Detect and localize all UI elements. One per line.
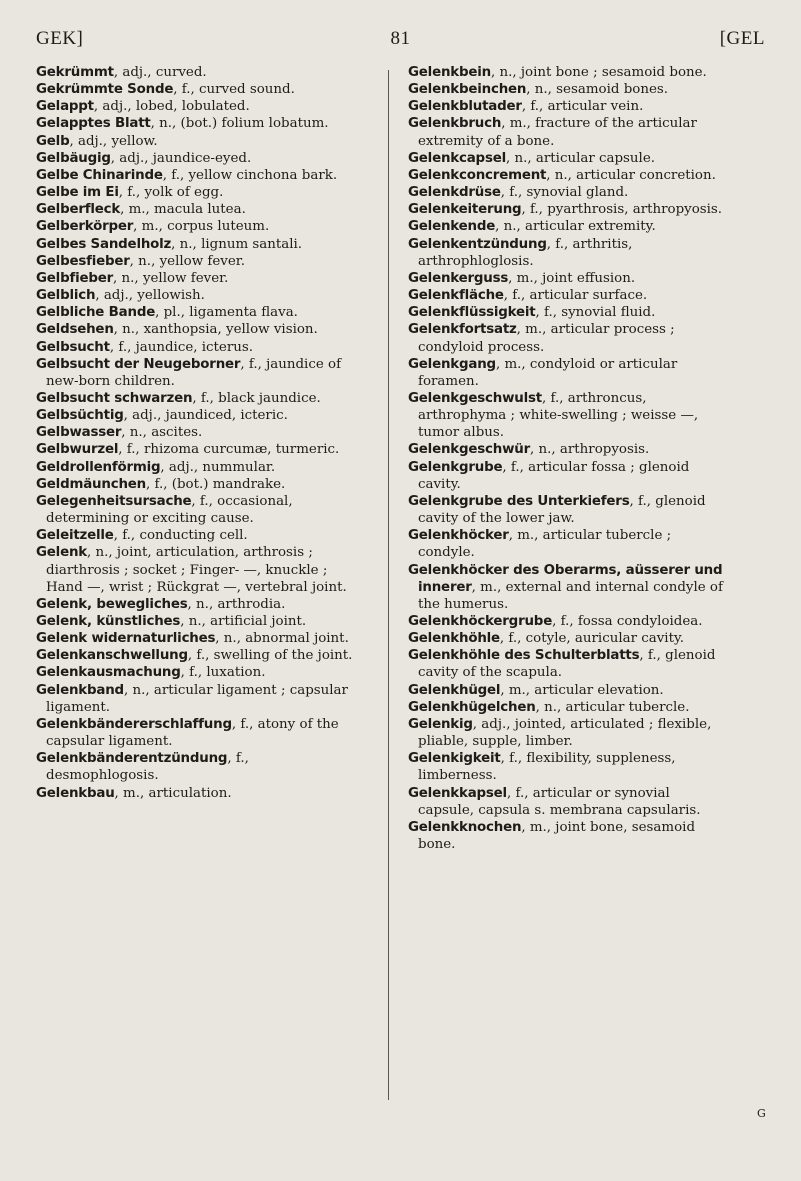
- entry-headword: Gelenkigkeit: [408, 751, 501, 767]
- dictionary-entry: [408, 527, 726, 561]
- dictionary-entry: [36, 407, 354, 424]
- entry-headword: Gelenkdrüse: [408, 185, 501, 201]
- dictionary-entry: [36, 459, 354, 476]
- dictionary-entry: [36, 356, 354, 390]
- entry-headword: Gelbsüchtig: [36, 408, 124, 424]
- entry-definition: , n., articular capsule.: [505, 150, 656, 166]
- entry-headword: Gelberkörper: [36, 219, 134, 235]
- entry-definition: , f., synovial gland.: [500, 185, 629, 201]
- dictionary-entry: [408, 184, 726, 201]
- entry-headword: Gelenkhöckergrube: [408, 614, 553, 629]
- entry-headword: Gelenkgrube: [408, 459, 503, 475]
- entry-headword: Gelenkig: [408, 716, 473, 732]
- entry-headword: Gelberfleck: [36, 202, 121, 218]
- entry-definition: , f., glenoid cavity of the scapula.: [418, 648, 716, 681]
- running-header: [36, 28, 765, 54]
- entry-definition: , n., joint, articulation, arthrosis ; diarthrosis ; socket ; Finger- —, knuckle ; Hand —, wrist ; Rückgrat —, vertebral joint.: [46, 545, 347, 595]
- dictionary-entry: [36, 613, 354, 630]
- entry-definition: , f., arthroncus, arthrophyma ; white-swelling ; weisse —, tumor albus.: [418, 390, 699, 441]
- dictionary-entry: [408, 98, 726, 115]
- entry-headword: Gelbes Sandelholz: [36, 236, 172, 252]
- entry-definition: , f., articular fossa ; glenoid cavity.: [418, 459, 690, 492]
- dictionary-entry: [36, 81, 354, 98]
- dictionary-entry: [36, 750, 354, 784]
- entry-headword: Gelbäugig: [36, 150, 111, 166]
- dictionary-entry: [36, 716, 354, 750]
- dictionary-entry: [36, 596, 354, 613]
- dictionary-entry: [36, 184, 354, 201]
- entry-headword: Gelenkfortsatz: [408, 322, 517, 338]
- entry-definition: , adj., nummular.: [160, 459, 276, 475]
- entry-headword: Gelenkhöhle des Schulterblatts: [408, 648, 640, 664]
- entry-definition: , f., jaundice of new-born children.: [46, 356, 342, 389]
- dictionary-entry: [408, 167, 726, 184]
- entry-definition: , f., conducting cell.: [113, 528, 248, 544]
- dictionary-entry: [408, 321, 726, 355]
- dictionary-entry: [36, 133, 354, 150]
- entry-headword: Gelenkhöcker: [408, 528, 509, 544]
- left-column: [36, 64, 354, 802]
- dictionary-entry: [408, 201, 726, 218]
- entry-definition: , f., black jaundice.: [192, 390, 321, 406]
- entry-definition: , m., condyloid or articular foramen.: [418, 356, 678, 389]
- entry-headword: Gelenkende: [408, 219, 496, 235]
- entry-headword: Gelbwurzel: [36, 442, 119, 458]
- entry-definition: , adj., jointed, articulated ; flexible, pliable, supple, limber.: [418, 716, 712, 750]
- page-number: 81: [390, 28, 411, 49]
- dictionary-entry: [408, 236, 726, 270]
- dictionary-entry: [36, 493, 354, 527]
- entry-headword: Gelbfieber: [36, 270, 114, 286]
- entry-headword: Gekrümmt: [36, 65, 114, 80]
- entry-definition: , m., corpus luteum.: [133, 219, 270, 235]
- dictionary-entry: [36, 647, 354, 664]
- entry-definition: , n., abnormal joint.: [215, 631, 349, 647]
- entry-headword: Gelenkgeschwulst: [408, 390, 542, 406]
- entry-definition: , m., fracture of the articular extremity of a bone.: [418, 116, 697, 149]
- dictionary-entry: [36, 527, 354, 544]
- dictionary-entry: [36, 441, 354, 458]
- dictionary-entry: [36, 390, 354, 407]
- entry-headword: Gelenkbänderentzündung: [36, 751, 228, 767]
- dictionary-entry: [36, 630, 354, 647]
- dictionary-entry: [408, 716, 726, 750]
- entry-definition: , n., artificial joint.: [180, 614, 307, 629]
- entry-definition: , adj., jaundice-eyed.: [110, 150, 252, 166]
- entry-definition: , n., yellow fever.: [129, 253, 245, 269]
- entry-headword: Gelenkgrube des Unterkiefers: [408, 493, 630, 509]
- entry-definition: , f., flexibility, suppleness, limberness.: [418, 751, 676, 784]
- dictionary-entry: [36, 236, 354, 253]
- entry-definition: , f., glenoid cavity of the lower jaw.: [418, 493, 706, 527]
- entry-definition: , n., (bot.) folium lobatum.: [150, 116, 329, 132]
- entry-headword: Gelenkconcrement: [408, 167, 547, 183]
- entry-definition: , n., articular concretion.: [546, 167, 716, 183]
- header-left-guide-word: GEK]: [36, 28, 84, 49]
- dictionary-entry: [36, 304, 354, 321]
- dictionary-entry: [408, 785, 726, 819]
- entry-definition: , f., synovial fluid.: [535, 305, 656, 321]
- dictionary-entry: [408, 647, 726, 681]
- entry-headword: Gelenkflüssigkeit: [408, 305, 536, 321]
- entry-headword: Gelenk: [36, 545, 87, 561]
- dictionary-entry: [36, 476, 354, 493]
- entry-headword: Gelbesfieber: [36, 253, 130, 269]
- dictionary-entry: [408, 493, 726, 527]
- entry-definition: , n., ascites.: [121, 425, 203, 441]
- dictionary-entry: [408, 81, 726, 98]
- dictionary-entry: [408, 356, 726, 390]
- dictionary-entry: [408, 150, 726, 167]
- entry-headword: Geldrollenförmig: [36, 459, 161, 475]
- dictionary-entry: [36, 201, 354, 218]
- dictionary-entry: [36, 64, 354, 81]
- entry-definition: , f., pyarthrosis, arthropyosis.: [521, 202, 723, 218]
- entry-definition: , m., joint effusion.: [508, 270, 636, 286]
- entry-headword: Gelblich: [36, 288, 96, 304]
- entry-definition: , f., rhizoma curcumæ, turmeric.: [118, 442, 340, 458]
- entry-definition: , m., articulation.: [114, 785, 232, 801]
- dictionary-entry: [408, 441, 726, 458]
- entry-headword: Gelbliche Bande: [36, 305, 156, 321]
- entry-headword: Gelenkfläche: [408, 288, 504, 304]
- entry-definition: , n., lignum santali.: [171, 236, 303, 252]
- entry-headword: Gelenkblutader: [408, 99, 522, 115]
- entry-headword: Gelenkbändererschlaffung: [36, 716, 232, 732]
- entry-headword: Gelenkbau: [36, 785, 115, 801]
- entry-definition: , adj., jaundiced, icteric.: [123, 408, 288, 424]
- entry-definition: , f., cotyle, auricular cavity.: [499, 631, 685, 647]
- entry-definition: , pl., ligamenta flava.: [155, 305, 298, 321]
- entry-definition: , adj., yellow.: [69, 133, 158, 149]
- entry-definition: , n., articular extremity.: [495, 219, 656, 235]
- dictionary-entry: [408, 115, 726, 149]
- entry-definition: , f., articular or synovial capsule, capsula s. membrana capsularis.: [418, 785, 701, 818]
- entry-definition: , n., articular ligament ; capsular ligament.: [46, 682, 348, 715]
- entry-headword: Gelenkentzündung: [408, 236, 547, 252]
- entry-headword: Geldsehen: [36, 322, 114, 338]
- entry-definition: , f., articular vein.: [521, 99, 644, 115]
- entry-definition: , f., jaundice, icterus.: [109, 339, 254, 355]
- entry-headword: Gelbsucht: [36, 339, 110, 355]
- dictionary-entry: [36, 664, 354, 681]
- dictionary-entry: [36, 167, 354, 184]
- dictionary-entry: [36, 270, 354, 287]
- entry-headword: Gelenkbruch: [408, 116, 502, 132]
- entry-headword: Gelenkhügelchen: [408, 699, 536, 715]
- dictionary-entry: [36, 253, 354, 270]
- entry-headword: Gelbwasser: [36, 425, 122, 441]
- entry-definition: , f., atony of the capsular ligament.: [46, 716, 339, 750]
- dictionary-entry: [36, 115, 354, 132]
- dictionary-entry: [408, 750, 726, 784]
- entry-headword: Gelbsucht der Neugeborner: [36, 356, 241, 372]
- entry-headword: Gelenkanschwellung: [36, 648, 188, 664]
- entry-headword: Gelenkeiterung: [408, 202, 522, 218]
- dictionary-entry: [408, 699, 726, 716]
- entry-definition: , adj., yellowish.: [95, 288, 205, 304]
- dictionary-entry: [36, 544, 354, 595]
- entry-definition: , f., swelling of the joint.: [187, 648, 353, 664]
- entry-headword: Gelegenheitsursache: [36, 493, 192, 509]
- entry-definition: , f., desmophlogosis.: [46, 751, 249, 784]
- entry-definition: , m., external and internal condyle of the humerus.: [418, 579, 723, 612]
- entry-definition: , adj., lobed, lobulated.: [93, 99, 250, 115]
- entry-headword: Gelenkgeschwür: [408, 442, 530, 458]
- entry-definition: , f., occasional, determining or exciting cause.: [46, 493, 293, 527]
- entry-definition: , n., articular tubercle.: [535, 699, 690, 715]
- signature-mark: G: [757, 1107, 766, 1120]
- header-right-guide-word: [GEL: [719, 28, 765, 49]
- entry-definition: , f., (bot.) mandrake.: [146, 476, 286, 492]
- entry-definition: , m., articular process ; condyloid process.: [418, 322, 675, 355]
- entry-headword: Gelenkerguss: [408, 270, 509, 286]
- entry-headword: Gelenkbein: [408, 65, 491, 80]
- dictionary-entry: [36, 424, 354, 441]
- entry-headword: Gelenk widernaturliches: [36, 631, 216, 647]
- entry-headword: Gelenkgang: [408, 356, 496, 372]
- entry-definition: , f., arthritis, arthrophloglosis.: [418, 236, 633, 269]
- dictionary-entry: [408, 64, 726, 81]
- entry-definition: , n., yellow fever.: [113, 270, 229, 286]
- entry-definition: , f., luxation.: [180, 665, 266, 681]
- dictionary-entry: [36, 287, 354, 304]
- entry-definition: , f., yellow cinchona bark.: [162, 167, 338, 183]
- entry-definition: , adj., curved.: [113, 65, 207, 80]
- entry-headword: Gelenkhöcker des Oberarms, aüsserer und innerer: [408, 562, 723, 595]
- dictionary-entry: [36, 682, 354, 716]
- entry-headword: Gelenkknochen: [408, 819, 522, 835]
- dictionary-entry: [408, 682, 726, 699]
- entry-headword: Gelbe Chinarinde: [36, 167, 163, 183]
- entry-definition: , f., curved sound.: [173, 82, 295, 98]
- entry-definition: , m., joint bone, sesamoid bone.: [418, 819, 696, 853]
- entry-definition: , n., arthropyosis.: [530, 442, 650, 458]
- right-column: [408, 64, 726, 853]
- entry-headword: Geleitzelle: [36, 528, 114, 544]
- entry-headword: Gelenkausmachung: [36, 665, 181, 681]
- entry-headword: Gelenkhöhle: [408, 631, 500, 647]
- dictionary-entry: [36, 339, 354, 356]
- dictionary-entry: [408, 562, 726, 613]
- dictionary-entry: [408, 613, 726, 630]
- dictionary-entry: [36, 785, 354, 802]
- entry-headword: Gelenkkapsel: [408, 785, 507, 801]
- entry-definition: , n., joint bone ; sesamoid bone.: [490, 65, 707, 80]
- entry-headword: Gelappt: [36, 99, 94, 115]
- entry-headword: Gelb: [36, 133, 70, 149]
- entry-headword: Gelbe im Ei: [36, 185, 119, 201]
- entry-headword: Gelenkcapsel: [408, 150, 506, 166]
- entry-definition: , m., macula lutea.: [120, 202, 246, 218]
- entry-headword: Geldmäunchen: [36, 476, 146, 492]
- entry-definition: , n., xanthopsia, yellow vision.: [113, 322, 318, 338]
- entry-headword: Gelbsucht schwarzen: [36, 390, 193, 406]
- entry-definition: , m., articular elevation.: [500, 682, 664, 698]
- entry-headword: Gelenkband: [36, 682, 124, 698]
- entry-definition: , f., fossa condyloidea.: [552, 614, 703, 629]
- dictionary-entry: [36, 98, 354, 115]
- dictionary-entry: [408, 819, 726, 853]
- dictionary-entry: [408, 218, 726, 235]
- entry-definition: , n., sesamoid bones.: [526, 82, 669, 98]
- dictionary-entry: [408, 630, 726, 647]
- dictionary-entry: [408, 270, 726, 287]
- dictionary-entry: [36, 218, 354, 235]
- dictionary-entry: [36, 150, 354, 167]
- dictionary-entry: [36, 321, 354, 338]
- entry-definition: , m., articular tubercle ; condyle.: [418, 528, 672, 561]
- entry-definition: , f., articular surface.: [503, 288, 648, 304]
- entry-headword: Gelenk, bewegliches: [36, 596, 188, 612]
- entry-headword: Gelenkbeinchen: [408, 82, 527, 98]
- entry-definition: , f., yolk of egg.: [118, 185, 224, 201]
- entry-headword: Gekrümmte Sonde: [36, 82, 174, 98]
- dictionary-entry: [408, 287, 726, 304]
- entry-headword: Gelapptes Blatt: [36, 116, 151, 132]
- dictionary-entry: [408, 390, 726, 441]
- entry-headword: Gelenk, künstliches: [36, 614, 181, 629]
- column-divider: [388, 70, 389, 1100]
- dictionary-entry: [408, 459, 726, 493]
- dictionary-entry: [408, 304, 726, 321]
- entry-headword: Gelenkhügel: [408, 682, 501, 698]
- entry-definition: , n., arthrodia.: [187, 596, 286, 612]
